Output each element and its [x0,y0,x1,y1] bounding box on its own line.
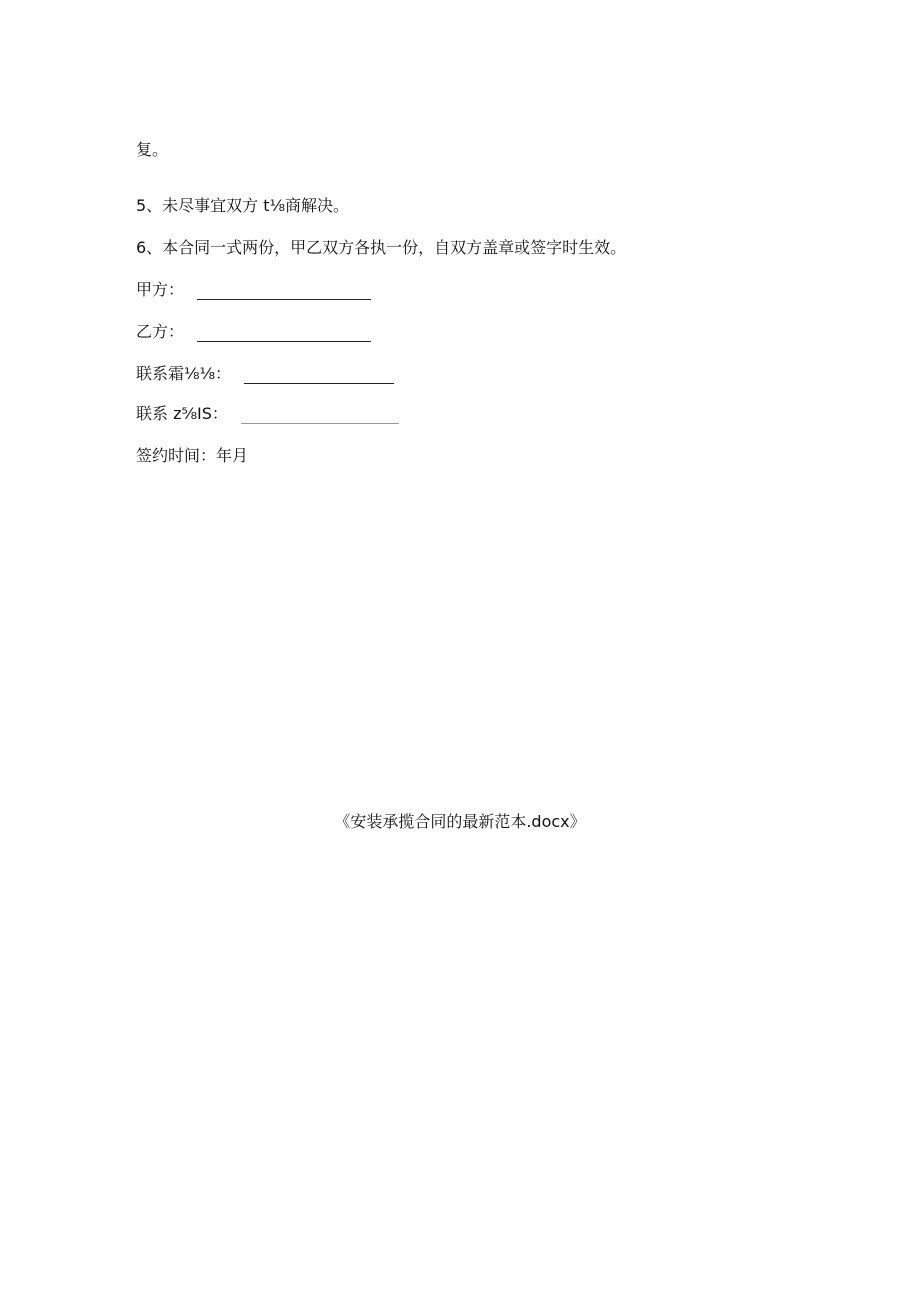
party-b-field [136,322,371,342]
party-b-label: 乙方： [136,322,185,341]
contact-phone-label: 联系霜⅛⅛： [136,364,232,383]
contact-address-blank [241,407,399,424]
party-a-blank [197,283,371,300]
contact-address-field [136,404,399,424]
party-a-label: 甲方： [136,280,185,299]
contact-phone-blank [244,367,394,384]
party-a-field [136,280,371,300]
text-line-continuation: 复。 [136,140,169,159]
contact-address-label: 联系 z⅝IS： [136,404,228,423]
party-b-blank [197,325,371,342]
sign-time: 签约时间：年月 [136,446,249,465]
clause-5: 5、未尽事宜双方 t⅛商解决。 [136,196,350,215]
document-footer-title: 《安装承揽合同的最新范本.docx》 [334,812,586,831]
contact-phone-field [136,364,394,384]
clause-6: 6、本合同一式两份，甲乙双方各执一份，自双方盖章或签字时生效。 [136,238,627,257]
